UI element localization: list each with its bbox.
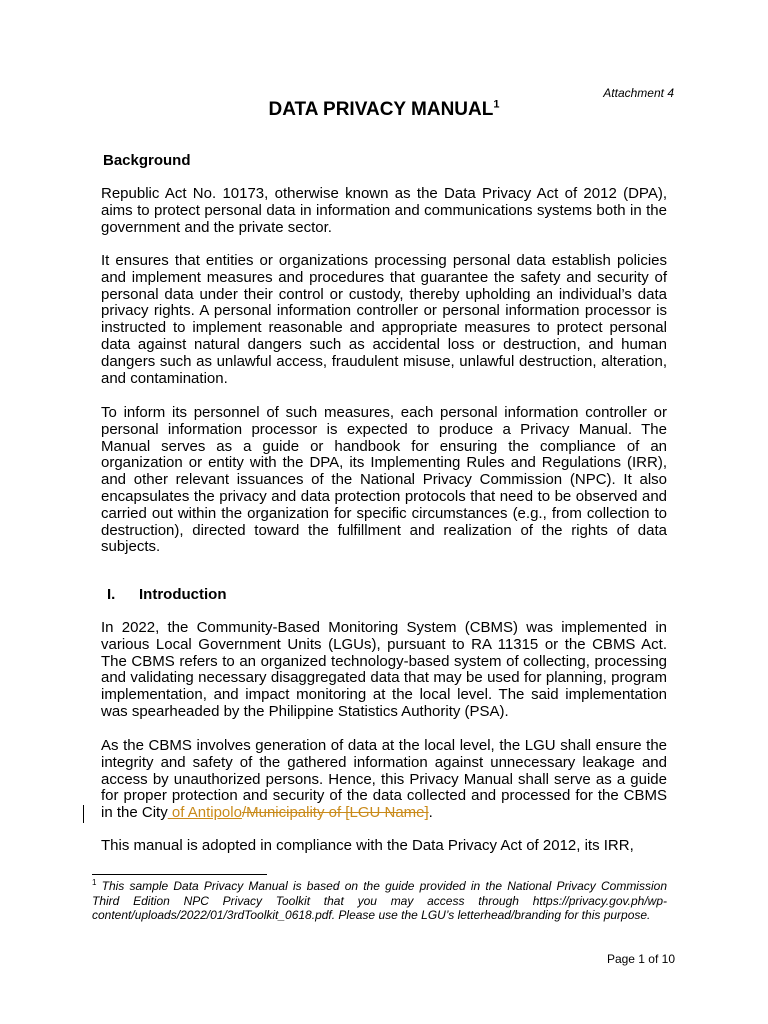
footnote xyxy=(92,879,667,923)
introduction-paragraph-3: This manual is adopted in compliance with the Data Privacy Act of 2012, its IRR, xyxy=(101,837,634,854)
page-title-text: DATA PRIVACY MANUAL xyxy=(268,99,494,120)
page-number: Page 1 of 10 xyxy=(606,952,675,966)
introduction-heading xyxy=(107,586,673,603)
footnote-marker: 1 xyxy=(92,878,97,887)
introduction-heading-text: Introduction xyxy=(139,586,227,603)
background-paragraph-1: Republic Act No. 10173, otherwise known as the Data Privacy Act of 2012 (DPA), aims to protect personal data in information and communications systems both in the government and the private sector. xyxy=(101,185,667,236)
footnote-text: This sample Data Privacy Manual is based on the guide provided in the National Privacy Commission Third Edition NPC Privacy Toolkit that you may access through https://privacy.gov.ph/wp-content/uploads/2022/01/3rdToolkit_0618.pdf. Please use the LGU’s letterhead/branding for this purpose. xyxy=(92,879,667,923)
introduction-paragraph-2-end: . xyxy=(428,804,433,822)
background-paragraph-2: It ensures that entities or organizations processing personal data establish policies and implement measures and procedures that guarantee the safety and security of personal data under their control or custody, thereby upholding an individual’s data privacy rights. A personal information controller or personal information processor is instructed to implement reasonable and appropriate measures to protect personal data against natural dangers such as accidental loss or destruction, and human dangers such as unlawful access, fraudulent misuse, unlawful destruction, alteration, and contamination. xyxy=(101,252,667,387)
introduction-paragraph-2 xyxy=(101,738,667,822)
tracked-insertion[interactable]: of Antipolo xyxy=(167,804,242,822)
background-heading: Background xyxy=(103,152,191,169)
attachment-label: Attachment 4 xyxy=(603,86,674,100)
title-footnote-ref[interactable]: 1 xyxy=(493,98,500,111)
tracked-change-bar xyxy=(83,805,84,823)
introduction-paragraph-1: In 2022, the Community-Based Monitoring System (CBMS) was implemented in various Local Government Units (LGUs), pursuant to RA 11315 or the CBMS Act. The CBMS refers to an organized technology-based system of collecting, processing and validating necessary disaggregated data that may be used for planning, program implementation, and impact monitoring at the local level. The said implementation was spearheaded by the Philippine Statistics Authority (PSA). xyxy=(101,619,667,720)
introduction-paragraph-2-text: As the CBMS involves generation of data at the local level, the LGU shall ensure the integrity and safety of the gathered information against unnecessary leakage and access by unauthorized persons. Hence, this Privacy Manual shall serve as a guide for proper protection and security of the data collected and processed for the CBMS in the City xyxy=(101,737,667,822)
introduction-number: I. xyxy=(107,586,116,603)
page-title xyxy=(0,99,768,121)
tracked-deletion[interactable]: /Municipality of [LGU Name] xyxy=(241,804,429,822)
footnote-separator xyxy=(92,874,267,875)
background-paragraph-3: To inform its personnel of such measures, each personal information controller or personal information processor is expected to produce a Privacy Manual. The Manual serves as a guide or handbook for ensuring the compliance of an organization or entity with the DPA, its Implementing Rules and Regulations (IRR), and other relevant issuances of the National Privacy Commission (NPC). It also encapsulates the privacy and data protection protocols that need to be observed and carried out within the organization for specific circumstances (e.g., from collection to destruction), directed toward the fulfillment and realization of the rights of data subjects. xyxy=(101,404,667,556)
